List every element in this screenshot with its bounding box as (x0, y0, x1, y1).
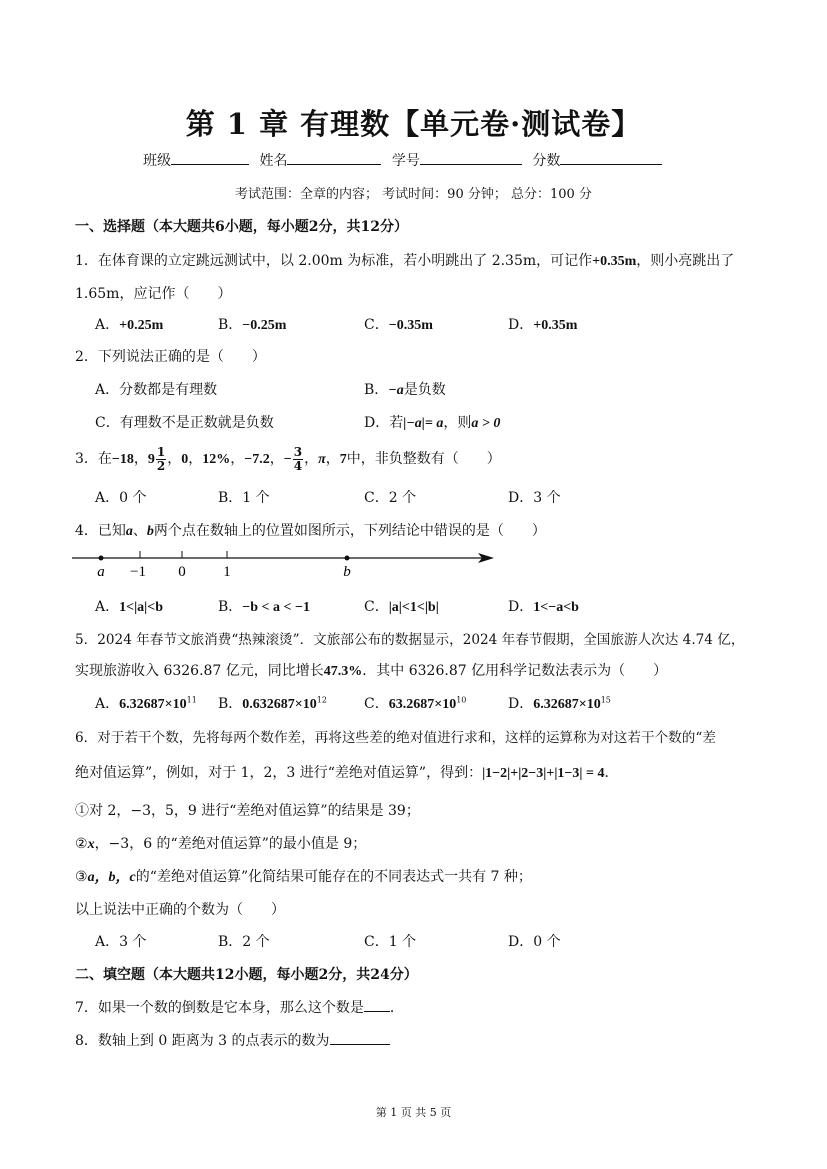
q1-option-a[interactable]: A．+0.25m (95, 317, 164, 333)
question-4-stem: 4．已知a、b两个点在数轴上的位置如图所示，下列结论中错误的是（ ） (75, 523, 546, 539)
q6-statement-2: ②x，−3，6 的“差绝对值运算”的最小值是 9； (75, 836, 367, 852)
question-7: 7．如果一个数的倒数是它本身，那么这个数是 ． (75, 1000, 404, 1016)
label-one: 1 (223, 564, 231, 580)
q1-option-c[interactable]: C．−0.35m (364, 317, 433, 333)
q2-option-c[interactable]: C．有理数不是正数就是负数 (95, 415, 274, 431)
question-6-stem: 以上说法中正确的个数为（ ） (75, 902, 285, 918)
class-label: 班级 (143, 153, 171, 169)
label-minus-one: −1 (130, 564, 146, 580)
q6-statement-3: ③a，b，c的“差绝对值运算”化简结果可能存在的不同表达式一共有 7 种； (75, 869, 532, 885)
q2-option-a[interactable]: A．分数都是有理数 (95, 382, 218, 398)
question-3-stem: 3．在−18，9 $\frac{1}{2}$ ，0，12%，−7.2，− $\frac{3}{4}$ ，π，7中，非负整数有（ ） (75, 444, 501, 473)
q4-option-a[interactable]: A．1<|a|<b (95, 599, 164, 615)
fraction-three-quarters: $\frac{3}{4}$ (293, 444, 303, 473)
q8-answer-blank[interactable] (330, 1032, 390, 1045)
page-footer: 第 1 页 共 5 页 (375, 1106, 452, 1119)
q5-option-c[interactable]: C．$63.2687\times 10^{10}$ (364, 695, 467, 712)
number-line-figure (70, 547, 500, 581)
question-6-line1: 6．对于若干个数，先将每两个数作差，再将这些差的绝对值进行求和，这样的运算称为对这若干个数的“差 (75, 730, 716, 746)
id-field[interactable] (420, 150, 522, 165)
q5-option-b[interactable]: B．$0.632687\times 10^{12}$ (218, 695, 327, 712)
q3-option-b[interactable]: B．1 个 (218, 490, 270, 506)
point-b-dot (345, 556, 350, 561)
q5-option-a[interactable]: A．$6.32687\times 10^{11}$ (95, 695, 197, 712)
q1-option-b[interactable]: B．−0.25m (218, 317, 287, 333)
q6-statement-1: ①对 2，−3，5，9 进行“差绝对值运算”的结果是 39； (75, 803, 420, 819)
q6-option-b[interactable]: B．2 个 (218, 934, 270, 950)
question-5-line1: 5．2024 年春节文旅消费“热辣滚烫”．文旅部公布的数据显示，2024 年春节假期，全国旅游人次达 4.74 亿， (75, 632, 745, 648)
q6-option-c[interactable]: C．1 个 (364, 934, 417, 950)
q6-option-a[interactable]: A．3 个 (95, 934, 147, 950)
q2-option-b[interactable]: B．−a是负数 (364, 382, 446, 398)
q6-option-d[interactable]: D．0 个 (508, 934, 561, 950)
q3-option-d[interactable]: D．3 个 (508, 490, 561, 506)
name-field[interactable] (287, 150, 381, 165)
fraction-one-half: $\frac{1}{2}$ (156, 444, 166, 473)
q7-answer-blank[interactable] (364, 999, 390, 1012)
point-a-dot (99, 556, 104, 561)
label-b: b (343, 564, 351, 580)
exam-meta: 考试范围：全章的内容； 考试时间：90 分钟； 总分：100 分 (235, 187, 592, 202)
question-6-line2: 绝对值运算”，例如，对于 1，2，3 进行“差绝对值运算”，得到：|1−2|+|2−3|+|1−3| = 4． (75, 765, 619, 781)
q2-option-d[interactable]: D．若|−a|= a，则a > 0 (364, 415, 501, 431)
label-zero: 0 (178, 564, 186, 580)
question-2-stem: 2．下列说法正确的是（ ） (75, 349, 266, 365)
q5-option-d[interactable]: D．$6.32687\times 10^{15}$ (508, 695, 611, 712)
score-label: 分数 (532, 153, 561, 169)
section-heading-fill: 二、填空题（本大题共12小题，每小题2分，共24分） (75, 967, 418, 983)
name-label: 姓名 (259, 153, 288, 169)
score-field[interactable] (560, 150, 662, 165)
q3-option-c[interactable]: C．2 个 (364, 490, 417, 506)
section-heading-choice: 一、选择题（本大题共6小题，每小题2分，共12分） (75, 219, 408, 235)
q4-option-c[interactable]: C．|a|<1<|b| (364, 599, 439, 615)
q3-option-a[interactable]: A．0 个 (95, 490, 147, 506)
label-a: a (97, 564, 105, 580)
question-5-line2: 实现旅游收入 6326.87 亿元，同比增长47.3%．其中 6326.87 亿用科学记数法表示为（ ） (75, 663, 668, 679)
student-info-row (143, 150, 662, 170)
q4-option-b[interactable]: B．−b < a < −1 (218, 599, 310, 615)
question-8: 8．数轴上到 0 距离为 3 的点表示的数为 (75, 1030, 390, 1050)
question-1-line2: 1.65m，应记作（ ） (75, 286, 232, 302)
page-title: 第 1 章 有理数【单元卷·测试卷】 (185, 107, 642, 141)
q1-option-d[interactable]: D．+0.35m (508, 317, 578, 333)
id-label: 学号 (391, 153, 420, 169)
q4-option-d[interactable]: D．1<−a<b (508, 599, 579, 615)
question-1-line1: 1．在体育课的立定跳远测试中，以 2.00m 为标准，若小明跳出了 2.35m，可记作+0.35m，则小亮跳出了 (75, 253, 735, 269)
class-field[interactable] (171, 150, 249, 165)
